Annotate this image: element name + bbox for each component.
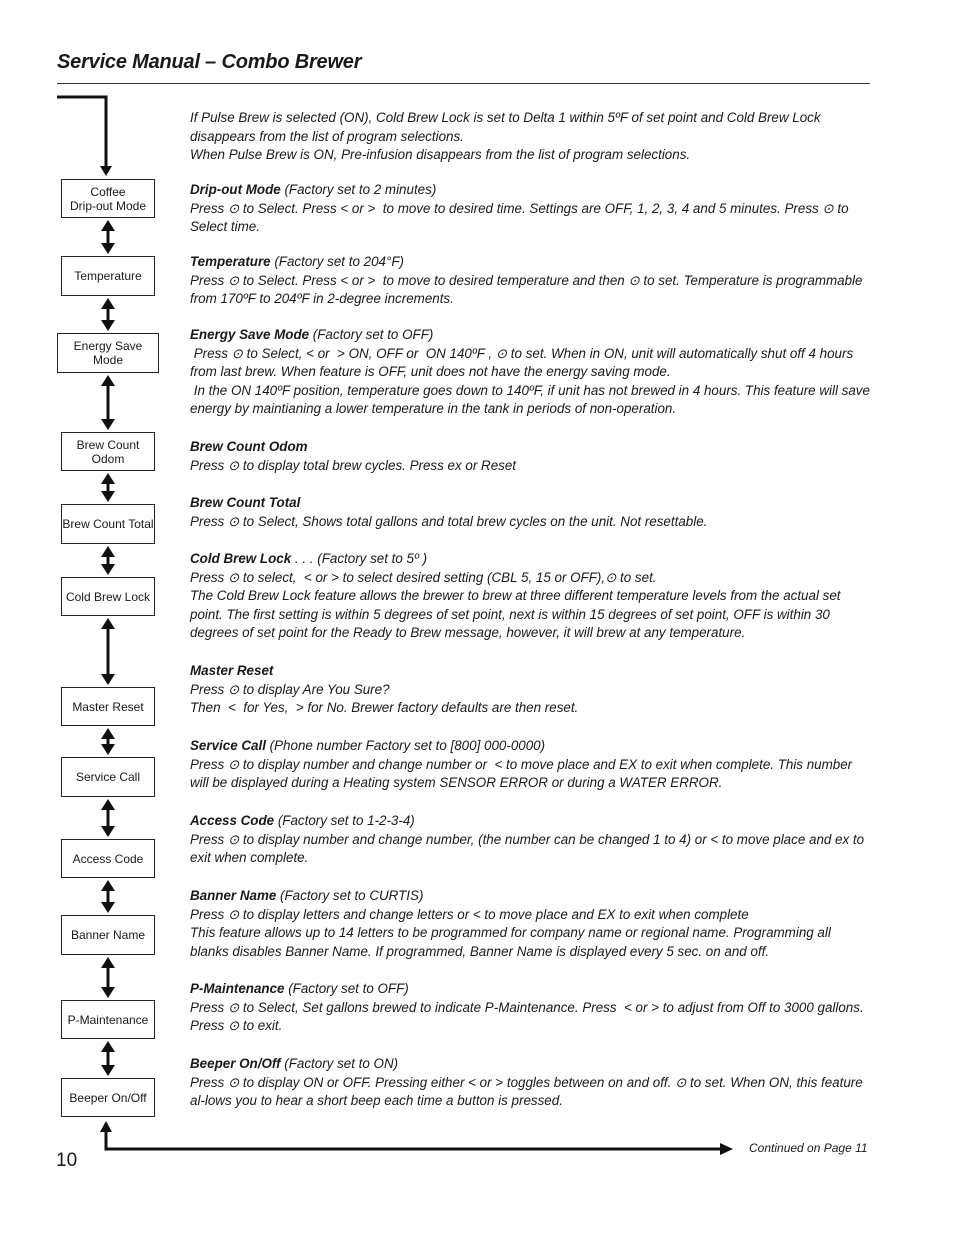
- arrowhead-down: [101, 564, 115, 575]
- arrowhead-down: [101, 491, 115, 502]
- section-body: The Cold Brew Lock feature allows the brewer to brew at three different temperature levels from the actual set point. The first setting is within 5 degrees of set point, next is within 15 degrees of set point, OFF is within 30 degrees of set point for the Ready to Brew message, however, it will brew at any temperature.: [190, 588, 845, 641]
- section-heading: Energy Save Mode: [190, 327, 310, 342]
- continue-arrow: [106, 1128, 720, 1149]
- section-body: Then < for Yes, > for No. Brewer factory defaults are then reset.: [190, 700, 579, 716]
- section-heading: Service Call: [190, 738, 266, 753]
- flow-box-label: Brew Count Total: [62, 517, 154, 531]
- flow-box-brew-count-total: [61, 504, 155, 544]
- section-body: Press ⊙ to Select, Shows total gallons and total brew cycles on the unit. Not resettable.: [190, 513, 708, 529]
- section-body: Press ⊙ to Select. Press < or > to move to desired time. Settings are OFF, 1, 2, 3, 4 and 5 minutes. Press ⊙ to Select time.: [190, 200, 853, 235]
- arrowhead-up: [101, 618, 115, 629]
- section-beeper-on-off: [190, 1055, 870, 1111]
- section-note: (Factory set to CURTIS): [276, 888, 424, 903]
- section-banner-name: [190, 887, 870, 961]
- arrowhead-up: [101, 375, 115, 386]
- entry-arrow: [57, 97, 106, 170]
- section-note: (Factory set to 204°F): [270, 254, 404, 269]
- section-body: Press ⊙ to Select. Press < or > to move to desired temperature and then ⊙ to set. Temperature is programmable from 170ºF to 204ºF in 2-degree increments.: [190, 272, 867, 307]
- arrowhead-up: [101, 880, 115, 891]
- flow-box-label: Service Call: [75, 770, 141, 784]
- section-body: Press ⊙ to select, < or > to select desired setting (CBL 5, 15 or OFF),⊙ to set.: [190, 569, 657, 585]
- intro-note: [190, 109, 870, 165]
- section-body: Press ⊙ to display number and change number, (the number can be changed 1 to 4) or < to move place and ex to exit when complete.: [190, 831, 868, 866]
- flow-box-label: Coffee: [90, 184, 126, 199]
- section-heading: Brew Count Total: [190, 495, 301, 510]
- section-p-maintenance: [190, 980, 870, 1036]
- section-energy-save-mode: [190, 326, 874, 419]
- section-heading: Master Reset: [190, 663, 274, 678]
- section-note: (Factory set to OFF): [309, 327, 434, 342]
- intro-line: If Pulse Brew is selected (ON), Cold Brew Lock is set to Delta 1 within 5ºF of set point and Cold Brew Lock disappears from the list of program selections.: [190, 110, 825, 144]
- arrowhead-up: [101, 298, 115, 309]
- section-heading: Access Code: [190, 813, 275, 828]
- section-note: (Phone number Factory set to [800] 000-0000): [265, 738, 546, 753]
- flow-box-brew-count-odom: [61, 432, 155, 471]
- section-body: Press ⊙ to display letters and change letters or < to move place and EX to exit when complete: [190, 906, 749, 922]
- flow-box-banner-name: [61, 915, 155, 955]
- flow-box-service-call: [61, 757, 155, 797]
- intro-line: When Pulse Brew is ON, Pre-infusion disappears from the list of program selections.: [190, 147, 691, 163]
- flow-box-energy-save-mode: [57, 333, 159, 373]
- flow-box-label: Drip-out Mode: [69, 198, 147, 213]
- arrowhead-down: [101, 674, 115, 685]
- section-note: (Factory set to ON): [280, 1056, 399, 1071]
- section-body: Press ⊙ to Select, < or > ON, OFF or ON 140ºF , ⊙ to set. When in ON, unit will automatically shut off 4 hours from last brew. When feature is OFF, unit does not have the energy saving mode.: [190, 345, 857, 380]
- section-body: Press ⊙ to display Are You Sure?: [190, 681, 390, 697]
- arrowhead-down: [101, 419, 115, 430]
- section-master-reset: [190, 662, 870, 718]
- arrowhead-down: [101, 1065, 115, 1076]
- flow-box-beeper-on-off: [61, 1078, 155, 1117]
- section-body: Press ⊙ to display ON or OFF. Pressing either < or > toggles between on and off. ⊙ to set. When ON, this feature al-lows you to hear a short beep each time a button is pressed.: [190, 1074, 867, 1109]
- flow-box-drip-out-mode: [61, 179, 155, 218]
- section-brew-count-odom: [190, 438, 870, 475]
- section-heading: P-Maintenance: [190, 981, 285, 996]
- arrowhead-up: [101, 546, 115, 557]
- section-body: Press ⊙ to display total brew cycles. Press ex or Reset: [190, 457, 517, 473]
- section-note: (Factory set to 2 minutes): [280, 182, 437, 197]
- section-access-code: [190, 812, 870, 868]
- arrowhead-up: [101, 220, 115, 231]
- arrowhead-up: [101, 1041, 115, 1052]
- flow-box-label: Cold Brew Lock: [65, 589, 151, 604]
- arrowhead-down: [101, 902, 115, 913]
- flow-box-label: Beeper On/Off: [69, 1090, 147, 1105]
- section-body: Press ⊙ to display number and change number or < to move place and EX to exit when complete. This number will be displayed during a Heating system SENSOR ERROR or during a WATER ERROR.: [190, 756, 856, 791]
- flow-box-cold-brew-lock: [61, 577, 155, 616]
- section-note: . . . (Factory set to 5º ): [291, 551, 428, 566]
- section-temperature: [190, 253, 870, 309]
- arrowhead-down: [101, 826, 115, 837]
- continued-note: Continued on Page 11: [749, 1141, 868, 1155]
- section-drip-out-mode: [190, 181, 870, 237]
- section-cold-brew-lock: [190, 550, 870, 643]
- flow-box-label: Temperature: [74, 269, 142, 283]
- flow-box-label: P-Maintenance: [67, 1012, 149, 1027]
- section-body: Press ⊙ to exit.: [190, 1018, 283, 1034]
- flow-box-label: Banner Name: [70, 928, 146, 942]
- section-heading: Temperature: [190, 254, 271, 269]
- section-body: This feature allows up to 14 letters to be programmed for company name or regional name. Programming all blanks disables Banner Name. If programmed, Banner Name is displayed every 5 sec. on and off.: [190, 925, 835, 959]
- flow-box-master-reset: [61, 687, 155, 726]
- arrowhead-up: [101, 728, 115, 739]
- arrowhead-up: [101, 799, 115, 810]
- arrowhead-down: [101, 320, 115, 331]
- flow-box-label: Energy Save Mode: [73, 339, 143, 367]
- section-brew-count-total: [190, 494, 870, 531]
- page-title: Service Manual – Combo Brewer: [57, 51, 362, 73]
- section-body: In the ON 140ºF position, temperature goes down to 140ºF, if unit has not brewed in 4 hours. This feature will save energy by maintianing a lower temperature in the tank in periods of non-operation.: [190, 382, 874, 417]
- section-heading: Banner Name: [190, 888, 277, 903]
- section-note: (Factory set to 1-2-3-4): [274, 813, 415, 828]
- section-body: Press ⊙ to Select, Set gallons brewed to indicate P-Maintenance. Press < or > to adjust from Off to 3000 gallons.: [190, 999, 864, 1015]
- section-heading: Cold Brew Lock: [190, 551, 292, 566]
- arrowhead-down: [101, 987, 115, 998]
- arrowhead-up: [101, 473, 115, 484]
- section-heading: Brew Count Odom: [190, 439, 308, 454]
- flow-box-access-code: [61, 839, 155, 878]
- flow-box-p-maintenance: [61, 1000, 155, 1039]
- flow-box-label: Master Reset: [72, 699, 144, 714]
- section-heading: Beeper On/Off: [190, 1056, 281, 1071]
- flow-box-label: Access Code: [72, 851, 144, 866]
- arrowhead-down: [101, 243, 115, 254]
- section-service-call: [190, 737, 870, 793]
- arrowhead-up: [101, 957, 115, 968]
- section-heading: Drip-out Mode: [190, 182, 281, 197]
- section-note: (Factory set to OFF): [284, 981, 409, 996]
- flow-box-temperature: [61, 256, 155, 296]
- flow-box-label: Brew Count Odom: [76, 437, 140, 466]
- arrowhead-down: [101, 744, 115, 755]
- page-number: 10: [56, 1150, 78, 1171]
